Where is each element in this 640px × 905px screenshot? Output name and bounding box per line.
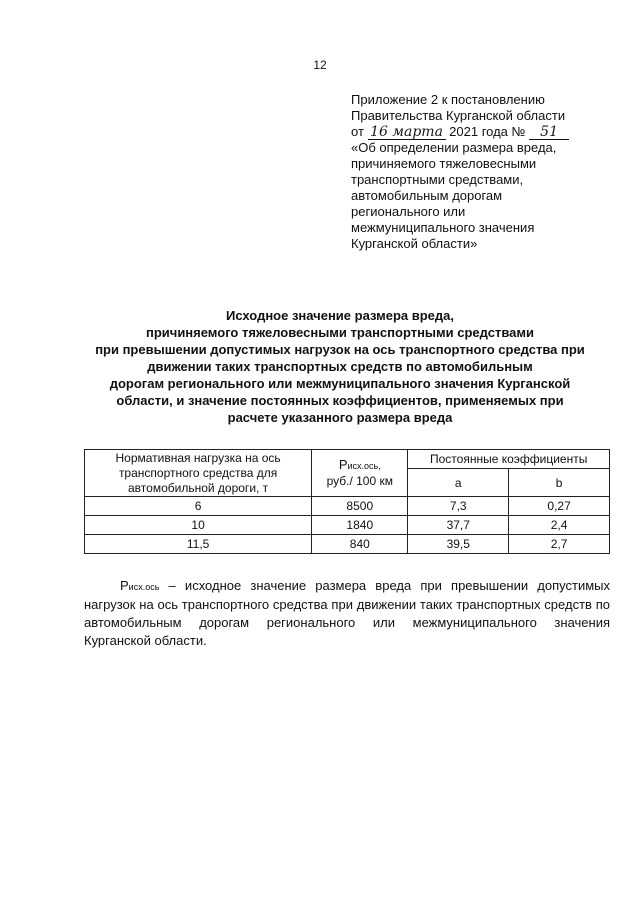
title-line: расчете указанного размера вреда xyxy=(227,410,453,425)
table-row xyxy=(85,535,610,554)
header-a: a xyxy=(408,469,509,497)
table-row xyxy=(85,516,610,535)
header-coefficients: Постоянные коэффициенты xyxy=(408,450,610,469)
p-subscript: исх.ось, xyxy=(347,461,381,471)
p-unit: руб./ 100 км xyxy=(326,474,393,488)
title-line: дорогам регионального или межмуниципального значения Курганской xyxy=(109,376,571,391)
harm-table xyxy=(84,449,610,554)
header-b: b xyxy=(509,469,610,497)
appendix-line-4: «Об определении размера вреда, xyxy=(351,140,557,155)
cell-p: 840 xyxy=(312,535,408,554)
cell-b: 2,4 xyxy=(509,516,610,535)
cell-a: 7,3 xyxy=(408,497,509,516)
title-line: движении таких транспортных средств по автомобильным xyxy=(147,359,533,374)
title-line: при превышении допустимых нагрузок на ось транспортного средства при xyxy=(95,342,585,357)
cell-p: 8500 xyxy=(312,497,408,516)
appendix-date-line xyxy=(351,124,601,140)
header-p xyxy=(312,450,408,497)
title-line: причиняемого тяжеловесными транспортными средствами xyxy=(145,325,534,340)
cell-load: 11,5 xyxy=(85,535,312,554)
document-title xyxy=(70,307,610,426)
cell-a: 39,5 xyxy=(408,535,509,554)
note-symbol: P xyxy=(120,578,129,593)
note-subscript: исх.ось xyxy=(128,582,160,592)
cell-b: 0,27 xyxy=(509,497,610,516)
year-text: 2021 года № xyxy=(449,124,526,139)
cell-b: 2,7 xyxy=(509,535,610,554)
handwritten-number: 51 xyxy=(529,126,569,140)
cell-load: 10 xyxy=(85,516,312,535)
p-symbol: P xyxy=(338,457,348,472)
appendix-header xyxy=(351,92,601,252)
cell-p: 1840 xyxy=(312,516,408,535)
appendix-line-6: транспортными средствами, xyxy=(351,172,524,187)
appendix-line-1: Приложение 2 к постановлению xyxy=(351,92,545,107)
footnote xyxy=(84,577,610,650)
appendix-line-9: межмуниципального значения xyxy=(351,220,535,235)
note-text: – исходное значение размера вреда при превышении допустимых нагрузок на ось транспортного средства при движении таких транспортных средств по автомобильным дорогам регионального или межмуниципального значения Курганской области. xyxy=(84,578,610,648)
header-load-line: Нормативная нагрузка на ось xyxy=(115,450,281,465)
handwritten-date: 16 марта xyxy=(368,126,446,140)
cell-load: 6 xyxy=(85,497,312,516)
appendix-line-5: причиняемого тяжеловесными xyxy=(351,156,537,171)
from-prefix: от xyxy=(351,124,364,139)
table-row xyxy=(85,497,610,516)
appendix-line-7: автомобильным дорогам xyxy=(351,188,503,203)
title-line: области, и значение постоянных коэффициентов, применяемых при xyxy=(116,393,564,408)
appendix-line-10: Курганской области» xyxy=(351,236,478,251)
cell-a: 37,7 xyxy=(408,516,509,535)
page-number: 12 xyxy=(313,58,327,72)
appendix-line-8: регионального или xyxy=(351,204,466,219)
title-line: Исходное значение размера вреда, xyxy=(225,308,454,323)
appendix-line-2: Правительства Курганской области xyxy=(351,108,566,123)
header-load-line: автомобильной дороги, т xyxy=(128,480,269,495)
header-load xyxy=(85,450,312,497)
header-load-line: транспортного средства для xyxy=(118,465,278,480)
